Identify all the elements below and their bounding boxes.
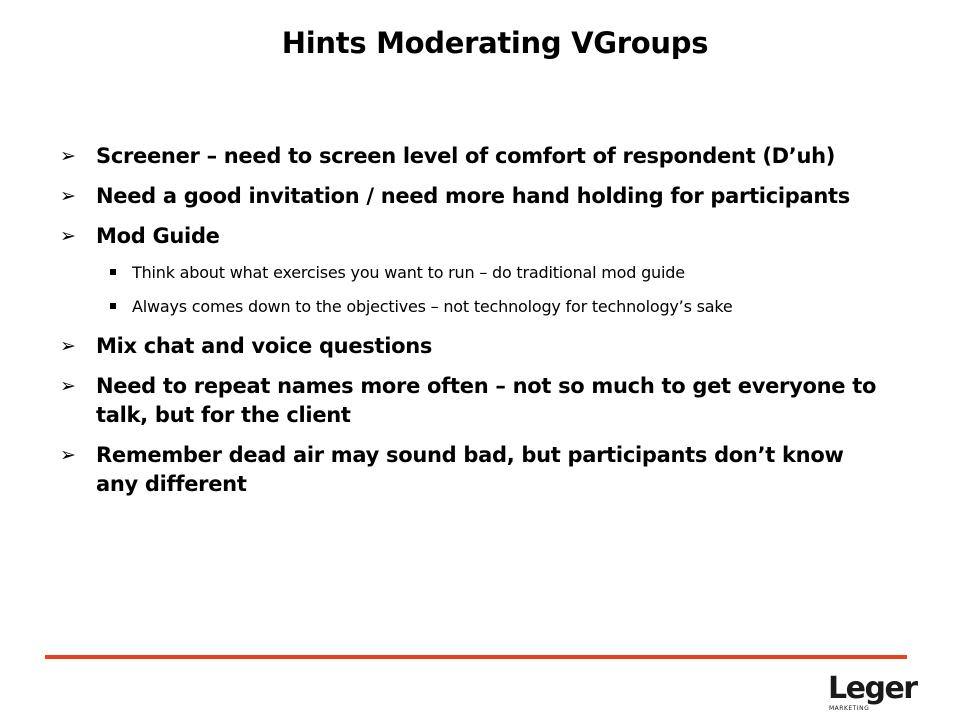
square-bullet-icon	[110, 269, 116, 275]
bullet-text: Mod Guide	[96, 224, 220, 248]
bullet-list	[60, 142, 880, 510]
arrow-bullet-icon: ➢	[60, 185, 76, 207]
bullet-text: Need to repeat names more often – not so much to get everyone to talk, but for the client	[96, 374, 877, 427]
sub-bullet-list	[96, 261, 880, 318]
bullet-item-invitation	[60, 182, 880, 211]
bullet-text: Mix chat and voice questions	[96, 334, 433, 358]
bullet-text: Remember dead air may sound bad, but participants don’t know any different	[96, 443, 844, 496]
bullet-text: Need a good invitation / need more hand holding for participants	[96, 184, 850, 208]
sub-bullet-item	[96, 295, 880, 318]
slide-title: Hints Moderating VGroups	[281, 26, 709, 60]
sub-bullet-text: Always comes down to the objectives – not technology for technology’s sake	[132, 297, 733, 316]
arrow-bullet-icon: ➢	[60, 335, 76, 357]
arrow-bullet-icon: ➢	[60, 444, 76, 466]
square-bullet-icon	[110, 303, 116, 309]
arrow-bullet-icon: ➢	[60, 375, 76, 397]
bullet-item-screener	[60, 142, 880, 171]
logo-subtext: MARKETING	[829, 705, 870, 712]
bullet-item-dead-air	[60, 441, 880, 499]
arrow-bullet-icon: ➢	[60, 145, 76, 167]
sub-bullet-item	[96, 261, 880, 284]
leger-logo	[828, 671, 917, 716]
bullet-text: Screener – need to screen level of comfort of respondent (D’uh)	[96, 144, 836, 168]
bullet-item-mod-guide	[60, 222, 880, 318]
footer-rule	[45, 655, 907, 659]
bullet-item-repeat-names	[60, 372, 880, 430]
sub-bullet-text: Think about what exercises you want to run – do traditional mod guide	[132, 263, 685, 282]
bullet-item-mix-chat	[60, 332, 880, 361]
logo-wordmark: Leger	[828, 671, 917, 706]
arrow-bullet-icon: ➢	[60, 225, 76, 247]
